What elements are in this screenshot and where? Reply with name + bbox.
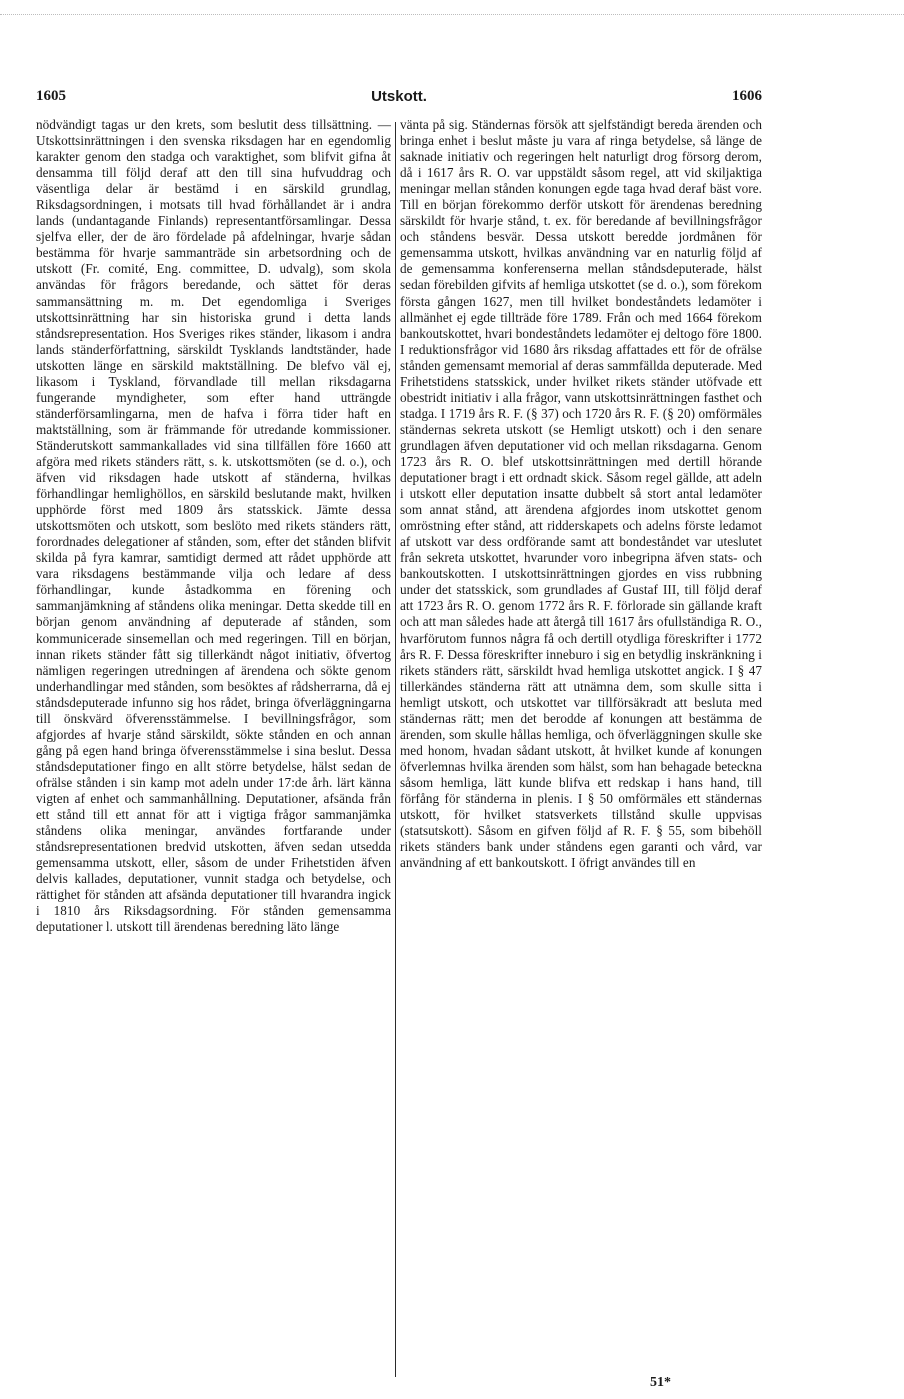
left-column	[36, 117, 391, 1372]
left-column-text: nödvändigt tagas ur den krets, som beslutit dess tillsättning. — Utskottsinrättningen i den svenska riksdagen har en egendomlig karakter genom den stadga och varaktighet, som blifvit gifna åt densamma till följd deraf att den till sina hufvuddrag och väsentliga delar är bestämd i en särskild grundlag, Riksdagsordningen, i motsats till hvad förhållandet är i andra lands (undantagande Finlands) representantförsamlingar. Dessa sjelfva eller, der de äro fördelade på afdelningar, hvarje sådan bestämma för hvarje sammanträde sin arbetsordning och de utskott (Fr. comité, Eng. committee, D. udvalg), som skola användas för frågors beredande, och sättet för deras sammansättning m. m. Det egendomliga i Sveriges utskottsinrättning har sin historiska grund i detta lands ståndsrepresentation. Hos Sveriges rikes ständer, likasom i andra lands ständerförfattning, särskildt Tysklands landtständer, hade utskotten länge en särskild maktställning. De blefvo väl ej, likasom i Tyskland, förvandlade till mellan riksdagarna fungerande myndigheter, som efter hand utträngde ständerförsamlingarna, men de hafva i förra tider haft en maktställning, som är främmande för utredande kommissioner. Ständerutskott sammankallades vid sina tillfällen före 1660 att afgöra med rikets ständers rätt, s. k. utskottsmöten (se d. o.), och äfven vid riksdagen hade utskott af ständerna, hvilkas förhandlingar hemlighöllos, en särskild beslutande makt, hvilken upphörde först med 1809 års statsskick. Jämte dessa utskottsmöten och utskott, som beslöto med rikets ständers rätt, forordnades delegationer af stånden, som, efter det stånden blifvit skilda på fyra kamrar, samtidigt dermed att rådet upphörde att vara riksdagens bestämmande vilja och ledare af dess förhandlingar, kunde åstadkomma en förening och sammanjämkning af ståndens olika meningar. Detta skedde till en början genom användning af deputerade af stånden, som kommunicerade sinsemellan och med regeringen. Till en början, innan rikets ständer fått sig tillerkändt något initiativ, öfvertog nämligen regeringen utredningen af ärendena och sökte genom underhandlingar med stånden, som besöktes af rådsherrarna, då ej ståndsdeputerade infunno sig hos rådet, bringa öfverläggningarna till önskvärd öfverensstämmelse. I bevillningsfrågor, som afgjordes af hvarje stånd särskildt, sökte stånden en och annan gång på egen hand bringa öfverensstämmelse i sina beslut. Dessa ståndsdeputationer fingo en allt större betydelse, hälst sedan de ofrälse stånden i sin kamp mot adeln under 17:de årh. lärt känna vigten af enhet och sammanhållning. Deputationer, afsända från ett stånd till ett annat för att i vigtiga frågor sammanjämka ståndens olika meningar, användes fortfarande under ståndsrepresentationen bredvid utskotten, äfven sedan utsedda gemensamma utskott, eller, såsom de under Frihetstiden äfven delvis kallades, deputationer, vunnit stadga och betydelse, och rättighet för stånden att afsända deputationer till hvarandra ingick i 1810 års Riksdagsordning. För stånden gemensamma deputationer l. utskott till ärendenas beredning läto länge	[36, 117, 391, 935]
running-title: Utskott.	[371, 88, 427, 105]
right-column-text: vänta på sig. Ständernas försök att sjelfständigt bereda ärenden och bringa enhet i beslut måste ju vara af ringa betydelse, så länge de saknade initiativ och regeringen helt naturligt drog försorg derom, då i 1617 års R. O. var uppstäldt såsom regel, att vid skiljaktiga meningar mellan stånden konungen egde taga hvad deraf bäst vore. Till en början förekommo derför utskott för ärendenas beredning särskildt för hvarje stånd, t. ex. för beredande af bevillningsfrågor och ståndens besvär. Dessa utskott beredde jordmånen för gemensamma utskott, hvilkas användning var en naturlig följd af de gemensamma konferenserna mellan ståndsdeputerade, hälst sedan förebilden gifvits af hemliga utskottet (se d. o.), som förekom första gången 1627, men till hvilket bondeståndets ledamöter i allmänhet ej egde tillträde före 1789. Från och med 1664 förekom bankoutskottet, hvari bondeståndets ledamöter ej deltogo före 1800. I reduktionsfrågor vid 1680 års riksdag affattades ett för de ofrälse stånden gemensamt memorial af deras sammfällda deputerade. Med Frihetstidens statsskick, under hvilket rikets ständer utöfvade ett obestridt initiativ i alla frågor, vann utskottsinrättningen fasthet och stadga. I 1719 års R. F. (§ 37) och 1720 års R. F. (§ 20) omförmäles ständernas sekreta utskott (se Hemligt utskott) och i den senare grundlagen äfven deputationer vid och mellan riksdagarna. Genom 1723 års R. O. blef utskottsinrättningen med dertill hörande deputationer bragt i ett ordnadt skick. Såsom regel gällde, att adeln i utskott eller deputation insatte dubbelt så stort antal ledamöter som annat stånd, att ärendena afgjordes inom utskottet genom omröstning efter stånd, att ridderskapets och adelns förste ledamot af utskott var dess ordförande samt att bondeståndet var uteslutet från sekreta utskottet, hvarunder voro inbegripna äfven stats- och bankoutskotten. I utskottsinrättningen gjordes en viss rubbning under det statsskick, som grundlades af Gustaf III, till följd deraf att 1723 års R. O. genom 1772 års R. F. förlorade sin gällande kraft och att man således hade att återgå till 1617 års ofullständiga R. O., hvarförutom funnos några få och dertill otydliga föreskrifter i 1772 års R. F. Dessa föreskrifter inneburo i sig en betydlig inskränkning i rikets ständers rätt, särskildt hvad hemliga utskottet angick. I § 47 tillerkändes ständerna rätt att utnämna dem, som skulle sitta i hemligt utskott, och utskottet var tillförsäkradt att besluta med ständernas rätt; men det berodde af konungen att bestämma de ärenden, som skulle hållas hemliga, och öfverläggningen skulle ske med honom, hvadan sådant utskott, åt hvilket kunde af konungen öfverlemnas hvilka ärenden som hälst, som han behagade beteckna såsom hemliga, lätt kunde blifva ett redskap i hans hand, till förfång för ständerna in plenis. I § 50 omförmäles ett ständernas utskott, för hvilket statsverkets tillstånd skulle uppvisas (statsutskott). Såsom en gifven följd af R. F. § 55, som bibehöll rikets ständers bank under ståndens egen garanti och vård, var användning af ett bankoutskott. I öfrigt användes till en	[400, 117, 762, 871]
page-header	[36, 88, 762, 114]
scan-edge	[0, 14, 904, 16]
signature-mark: 51*	[650, 1375, 671, 1390]
column-divider	[395, 122, 396, 1377]
right-column	[400, 117, 762, 1372]
left-page-number: 1605	[36, 88, 66, 104]
right-page-number: 1606	[732, 88, 762, 104]
